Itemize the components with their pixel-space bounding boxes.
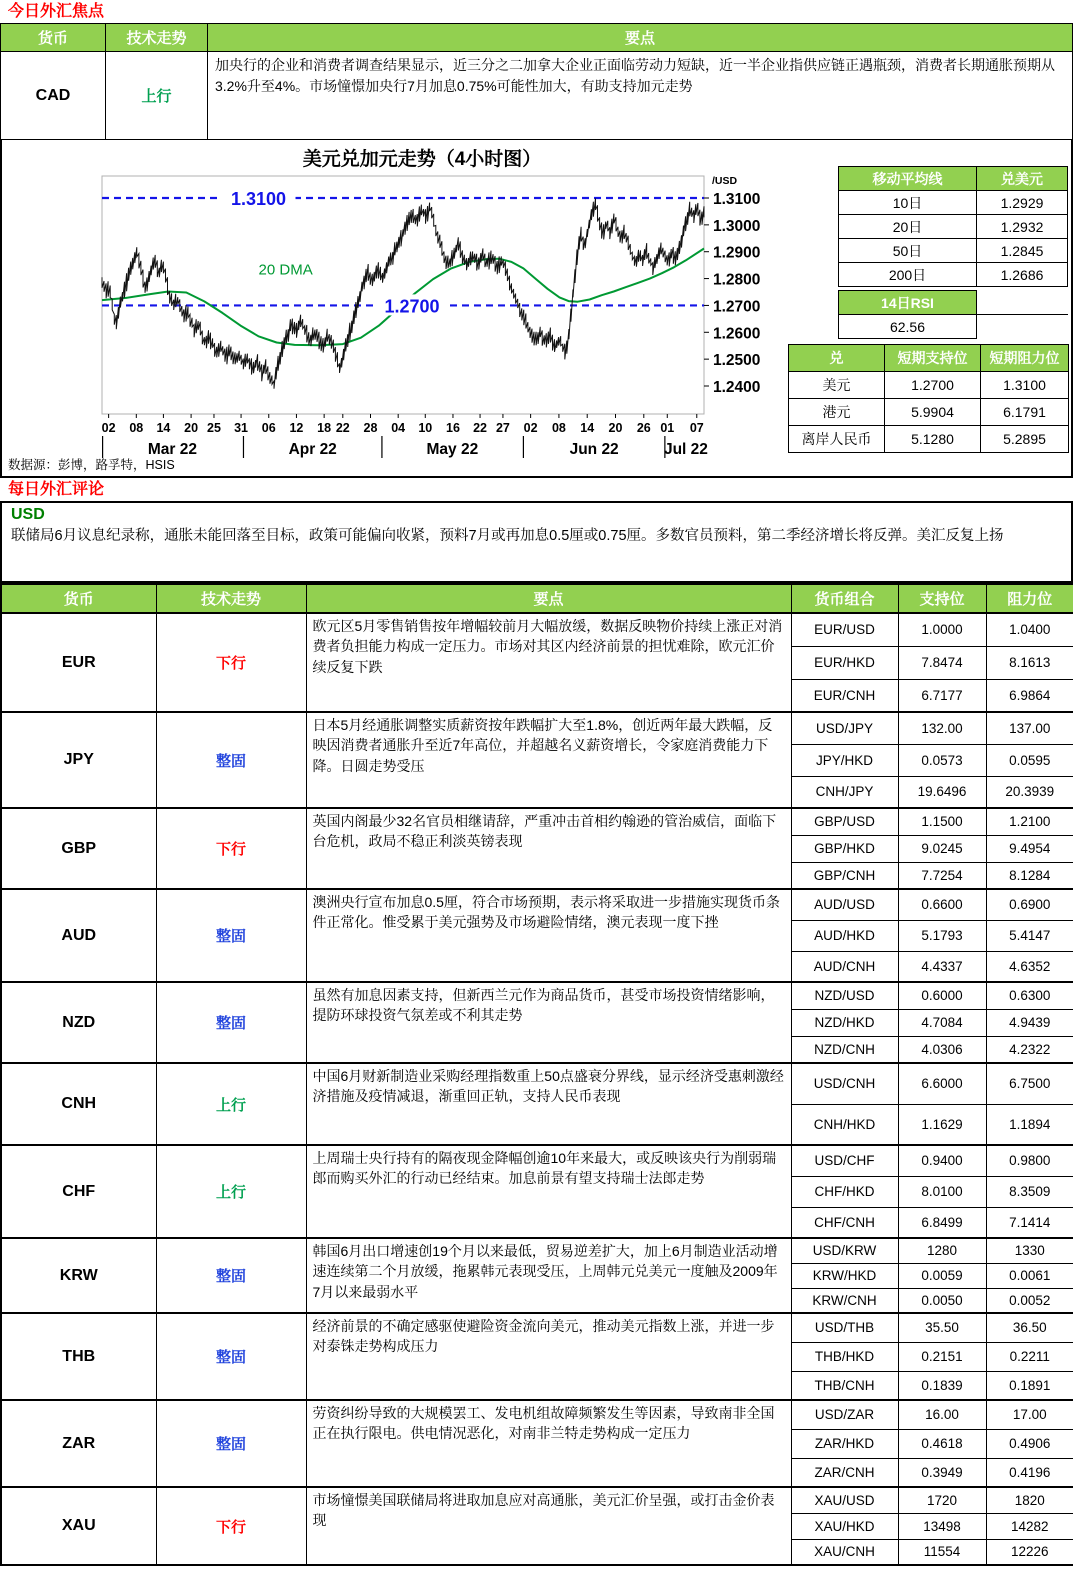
usdcad-price-chart xyxy=(92,162,792,462)
pair-resistance: 8.3509 xyxy=(986,1176,1073,1207)
pair-support: 1.1629 xyxy=(898,1104,986,1145)
focus-currency-code: CAD xyxy=(1,52,106,140)
rsi-header-row xyxy=(839,291,1069,315)
sr-name: 港元 xyxy=(789,399,885,426)
currency-group-AUD xyxy=(1,889,1073,982)
currency-comment: 英国内阁最少32名官员相继请辞，严重冲击首相约翰逊的管治威信，面临下台危机，政局不稳正利淡英镑表现 xyxy=(306,808,791,889)
sr-support: 5.1280 xyxy=(885,426,981,453)
pair-resistance: 0.0061 xyxy=(986,1263,1073,1288)
usd-comment-box xyxy=(0,501,1073,583)
x-tick-label: 28 xyxy=(363,421,378,435)
pair-resistance: 4.6352 xyxy=(986,951,1073,982)
currency-group-NZD xyxy=(1,982,1073,1063)
currency-group-KRW xyxy=(1,1238,1073,1313)
pair-support: 4.0306 xyxy=(898,1036,986,1063)
ma-header-value: 兑美元 xyxy=(977,167,1068,191)
pair-resistance: 5.4147 xyxy=(986,920,1073,951)
pair-support: 8.0100 xyxy=(898,1176,986,1207)
pair-name: USD/KRW xyxy=(791,1238,898,1263)
pair-support: 132.00 xyxy=(898,712,986,744)
usdcad-chart-section xyxy=(0,140,1073,478)
pair-resistance: 0.9800 xyxy=(986,1145,1073,1176)
focus-comment: 加央行的企业和消费者调查结果显示，近三分之二加拿大企业正面临劳动力短缺，近一半企业指供应链正遇瓶颈，消费者长期通胀预期从3.2%升至4%。市场憧憬加央行7月加息0.75%可能性加大，有助支持加元走势 xyxy=(208,52,1073,140)
pair-resistance: 12226 xyxy=(986,1539,1073,1565)
focus-header-row xyxy=(1,24,1073,52)
ma-label: 10日 xyxy=(839,191,977,215)
currency-comment: 日本5月经通胀调整实质薪资按年跌幅扩大至1.8%，创近两年最大跌幅，反映因消费者通胀升至近7年高位，并超越名义薪资增长，令家庭消费能力下降。日圆走势受压 xyxy=(306,712,791,808)
pair-support: 0.9400 xyxy=(898,1145,986,1176)
pair-row xyxy=(1,1487,1073,1513)
pair-name: ZAR/HKD xyxy=(791,1429,898,1458)
pair-resistance: 20.3939 xyxy=(986,776,1073,808)
pair-row xyxy=(1,613,1073,646)
rsi-table xyxy=(838,290,1068,339)
y-tick-label: 1.2600 xyxy=(713,325,761,343)
month-label: Apr 22 xyxy=(288,441,337,458)
pair-support: 0.6000 xyxy=(898,982,986,1009)
currency-group-JPY xyxy=(1,712,1073,808)
x-tick-label: 22 xyxy=(335,421,350,435)
pair-resistance: 0.2211 xyxy=(986,1342,1073,1371)
trend-value: 整固 xyxy=(156,889,306,982)
pair-support: 1.0000 xyxy=(898,613,986,646)
pair-name: USD/THB xyxy=(791,1313,898,1342)
pair-name: CHF/CNH xyxy=(791,1207,898,1238)
x-tick-label: 25 xyxy=(207,421,221,435)
x-tick-label: 22 xyxy=(473,421,488,435)
ma-row xyxy=(839,263,1068,287)
dma-label: 20 DMA xyxy=(258,261,313,279)
pair-row xyxy=(1,808,1073,835)
daily-header-row xyxy=(1,584,1073,613)
trend-value: 整固 xyxy=(156,1400,306,1487)
pair-resistance: 8.1284 xyxy=(986,862,1073,889)
pair-support: 6.8499 xyxy=(898,1207,986,1238)
trend-value: 下行 xyxy=(156,1487,306,1565)
rsi-value: 62.56 xyxy=(839,315,977,339)
pair-name: XAU/HKD xyxy=(791,1513,898,1539)
ma-row xyxy=(839,191,1068,215)
ma-label: 200日 xyxy=(839,263,977,287)
pair-resistance: 1.2100 xyxy=(986,808,1073,835)
pair-name: GBP/USD xyxy=(791,808,898,835)
pair-name: EUR/USD xyxy=(791,613,898,646)
pair-row xyxy=(1,889,1073,920)
sr-name: 离岸人民币 xyxy=(789,426,885,453)
currency-code: ZAR xyxy=(1,1400,156,1487)
x-tick-label: 02 xyxy=(523,421,538,435)
support-resistance-table xyxy=(788,344,1069,453)
x-tick-label: 06 xyxy=(261,421,276,435)
pair-name: AUD/HKD xyxy=(791,920,898,951)
ma-row xyxy=(839,215,1068,239)
pair-support: 6.6000 xyxy=(898,1063,986,1104)
currency-comment: 虽然有加息因素支持，但新西兰元作为商品货币，甚受市场投资情绪影响，提防环球投资气氛差或不利其走势 xyxy=(306,982,791,1063)
pair-resistance: 1.0400 xyxy=(986,613,1073,646)
pair-resistance: 0.4906 xyxy=(986,1429,1073,1458)
x-tick-label: 07 xyxy=(689,421,704,435)
pair-name: USD/JPY xyxy=(791,712,898,744)
rsi-header: 14日RSI xyxy=(839,291,977,315)
x-tick-label: 18 xyxy=(317,421,332,435)
pair-name: XAU/USD xyxy=(791,1487,898,1513)
focus-row-cad xyxy=(1,52,1073,140)
ma-label: 50日 xyxy=(839,239,977,263)
pair-resistance: 6.7500 xyxy=(986,1063,1073,1104)
usd-comment-text: 联储局6月议息纪录称，通胀未能回落至目标，政策可能偏向收紧，预料7月或再加息0.5厘或0.75厘。多数官员预料，第二季经济增长将反弹。美汇反复上扬 xyxy=(11,528,1004,544)
currency-comment: 劳资纠纷导致的大规模罢工、发电机组故障频繁发生等因素，导致南非全国正在执行限电。供电情况恶化，对南非兰特走势构成一定压力 xyxy=(306,1400,791,1487)
pair-support: 0.2151 xyxy=(898,1342,986,1371)
currency-group-EUR xyxy=(1,613,1073,712)
focus-header-keypoints: 要点 xyxy=(208,24,1073,52)
sr-name: 美元 xyxy=(789,372,885,399)
currency-code: EUR xyxy=(1,613,156,712)
pair-name: USD/ZAR xyxy=(791,1400,898,1429)
sr-support: 5.9904 xyxy=(885,399,981,426)
pair-row xyxy=(1,712,1073,744)
month-label: May 22 xyxy=(426,441,479,458)
currency-comment: 欧元区5月零售销售按年增幅较前月大幅放缓，数据反映物价持续上涨正对消费者负担能力构成一定压力。市场对其区内经济前景的担忧难除，欧元汇价续反复下跌 xyxy=(306,613,791,712)
pair-name: NZD/USD xyxy=(791,982,898,1009)
x-tick-label: 08 xyxy=(129,421,144,435)
sr-header-support: 短期支持位 xyxy=(885,345,981,372)
pair-support: 0.3949 xyxy=(898,1458,986,1487)
trend-value: 下行 xyxy=(156,808,306,889)
x-tick-label: 08 xyxy=(551,421,566,435)
data-source-note: 数据源：彭博，路孚特，HSIS xyxy=(8,458,175,472)
pair-support: 9.0245 xyxy=(898,835,986,862)
pair-name: EUR/HKD xyxy=(791,646,898,679)
trend-value: 整固 xyxy=(156,982,306,1063)
trend-value: 整固 xyxy=(156,1238,306,1313)
sr-row xyxy=(789,372,1069,399)
pair-resistance: 0.0595 xyxy=(986,744,1073,776)
pair-name: AUD/USD xyxy=(791,889,898,920)
currency-code: XAU xyxy=(1,1487,156,1565)
pair-name: AUD/CNH xyxy=(791,951,898,982)
pair-name: CNH/HKD xyxy=(791,1104,898,1145)
x-tick-label: 31 xyxy=(234,421,249,435)
pair-name: XAU/CNH xyxy=(791,1539,898,1565)
pair-resistance: 1820 xyxy=(986,1487,1073,1513)
ma-value: 1.2932 xyxy=(977,215,1068,239)
sr-resistance: 5.2895 xyxy=(981,426,1069,453)
pair-resistance: 0.1891 xyxy=(986,1371,1073,1400)
pair-name: ZAR/CNH xyxy=(791,1458,898,1487)
x-tick-label: 20 xyxy=(184,421,199,435)
pair-resistance: 1330 xyxy=(986,1238,1073,1263)
pair-support: 0.1839 xyxy=(898,1371,986,1400)
pair-support: 1280 xyxy=(898,1238,986,1263)
trend-value: 上行 xyxy=(156,1145,306,1238)
sr-resistance: 1.3100 xyxy=(981,372,1069,399)
x-tick-label: 16 xyxy=(446,421,460,435)
pair-row xyxy=(1,1063,1073,1104)
sr-resistance: 6.1791 xyxy=(981,399,1069,426)
pair-name: USD/CHF xyxy=(791,1145,898,1176)
x-tick-label: 01 xyxy=(660,421,675,435)
trend-value: 上行 xyxy=(156,1063,306,1145)
focus-header-currency: 货币 xyxy=(1,24,106,52)
currency-comment: 经济前景的不确定感驱使避险资金流向美元，推动美元指数上涨，并进一步对泰铢走势构成压力 xyxy=(306,1313,791,1400)
pair-support: 0.6600 xyxy=(898,889,986,920)
currency-comment: 澳洲央行宣布加息0.5厘，符合市场预期，表示将采取进一步措施实现货币条件正常化。惟受累于美元强势及市场避险情绪，澳元表现一度下挫 xyxy=(306,889,791,982)
usd-label: USD xyxy=(11,506,45,523)
y-tick-label: 1.2500 xyxy=(713,352,761,370)
pair-name: NZD/HKD xyxy=(791,1009,898,1036)
pair-support: 0.0573 xyxy=(898,744,986,776)
currency-group-ZAR xyxy=(1,1400,1073,1487)
sr-header-vs: 兑 xyxy=(789,345,885,372)
currency-code: JPY xyxy=(1,712,156,808)
rsi-value-row xyxy=(839,315,1069,339)
currency-code: CHF xyxy=(1,1145,156,1238)
x-tick-label: 27 xyxy=(495,421,510,435)
daily-fx-table xyxy=(0,583,1073,1566)
pair-support: 0.0059 xyxy=(898,1263,986,1288)
pair-name: CNH/JPY xyxy=(791,776,898,808)
ma-row xyxy=(839,239,1068,263)
currency-group-THB xyxy=(1,1313,1073,1400)
trend-value: 整固 xyxy=(156,1313,306,1400)
pair-resistance: 14282 xyxy=(986,1513,1073,1539)
currency-code: NZD xyxy=(1,982,156,1063)
currency-code: THB xyxy=(1,1313,156,1400)
pair-name: CHF/HKD xyxy=(791,1176,898,1207)
x-tick-label: 10 xyxy=(418,421,433,435)
level-label: 1.3100 xyxy=(230,189,287,209)
pair-name: GBP/HKD xyxy=(791,835,898,862)
x-tick-label: 04 xyxy=(391,421,406,435)
pair-resistance: 6.9864 xyxy=(986,679,1073,712)
section2-title: 每日外汇评论 xyxy=(8,481,105,498)
currency-comment: 上周瑞士央行持有的隔夜现金降幅创逾10年来最大，或反映该央行为削弱瑞郎而购买外汇的行动已经结束。加息前景有望支持瑞士法郎走势 xyxy=(306,1145,791,1238)
currency-comment: 中国6月财新制造业采购经理指数重上50点盛衰分界线，显示经济受惠刺激经济措施及疫情减退，渐重回正轨，支持人民币表现 xyxy=(306,1063,791,1145)
focus-table xyxy=(0,23,1073,140)
moving-average-table xyxy=(838,166,1068,287)
currency-group-XAU xyxy=(1,1487,1073,1565)
pair-name: USD/CNH xyxy=(791,1063,898,1104)
pair-resistance: 1.1894 xyxy=(986,1104,1073,1145)
pair-support: 1720 xyxy=(898,1487,986,1513)
pair-resistance: 17.00 xyxy=(986,1400,1073,1429)
ma-header-label: 移动平均线 xyxy=(839,167,977,191)
pair-support: 4.7084 xyxy=(898,1009,986,1036)
pair-support: 0.4618 xyxy=(898,1429,986,1458)
sr-header-resistance: 短期阻力位 xyxy=(981,345,1069,372)
sr-row xyxy=(789,426,1069,453)
pair-row xyxy=(1,982,1073,1009)
daily-header-keypoints: 要点 xyxy=(306,584,791,613)
pair-support: 5.1793 xyxy=(898,920,986,951)
currency-code: KRW xyxy=(1,1238,156,1313)
pair-support: 16.00 xyxy=(898,1400,986,1429)
pair-row xyxy=(1,1400,1073,1429)
focus-header-trend: 技术走势 xyxy=(106,24,208,52)
sr-row xyxy=(789,399,1069,426)
y-tick-label: 1.3100 xyxy=(713,191,761,208)
currency-group-GBP xyxy=(1,808,1073,889)
pair-name: NZD/CNH xyxy=(791,1036,898,1063)
y-tick-label: 1.2800 xyxy=(713,271,761,289)
rsi-value-spacer xyxy=(977,315,1069,339)
pair-support: 19.6496 xyxy=(898,776,986,808)
ma-header-row xyxy=(839,167,1068,191)
daily-header-pair: 货币组合 xyxy=(791,584,898,613)
currency-code: GBP xyxy=(1,808,156,889)
x-tick-label: 02 xyxy=(101,421,116,435)
chart-title: 美元兑加元走势（4小时图） xyxy=(302,149,542,170)
daily-header-support: 支持位 xyxy=(898,584,986,613)
pair-support: 35.50 xyxy=(898,1313,986,1342)
sr-header-row xyxy=(789,345,1069,372)
pair-name: KRW/CNH xyxy=(791,1288,898,1313)
currency-group-CNH xyxy=(1,1063,1073,1145)
pair-support: 11554 xyxy=(898,1539,986,1565)
y-tick-label: 1.2700 xyxy=(713,298,761,316)
pair-support: 1.1500 xyxy=(898,808,986,835)
pair-resistance: 4.9439 xyxy=(986,1009,1073,1036)
currency-code: CNH xyxy=(1,1063,156,1145)
ma-value: 1.2929 xyxy=(977,191,1068,215)
ma-label: 20日 xyxy=(839,215,977,239)
x-tick-label: 14 xyxy=(156,421,171,435)
pair-resistance: 36.50 xyxy=(986,1313,1073,1342)
currency-group-CHF xyxy=(1,1145,1073,1238)
month-label: Jul 22 xyxy=(663,441,708,458)
pair-resistance: 0.6900 xyxy=(986,889,1073,920)
currency-code: AUD xyxy=(1,889,156,982)
daily-header-currency: 货币 xyxy=(1,584,156,613)
ma-value: 1.2845 xyxy=(977,239,1068,263)
x-tick-label: 12 xyxy=(289,421,304,435)
x-tick-label: 14 xyxy=(580,421,595,435)
pair-name: KRW/HKD xyxy=(791,1263,898,1288)
pair-name: JPY/HKD xyxy=(791,744,898,776)
pair-name: EUR/CNH xyxy=(791,679,898,712)
currency-comment: 韩国6月出口增速创19个月以来最低，贸易逆差扩大，加上6月制造业活动增速连续第二个月放缓，拖累韩元表现受压，上周韩元兑美元一度触及2009年7月以来最弱水平 xyxy=(306,1238,791,1313)
pair-support: 13498 xyxy=(898,1513,986,1539)
pair-name: THB/CNH xyxy=(791,1371,898,1400)
y-tick-label: 1.2900 xyxy=(713,244,761,262)
section1-title: 今日外汇焦点 xyxy=(8,3,105,20)
pair-resistance: 0.4196 xyxy=(986,1458,1073,1487)
month-label: Jun 22 xyxy=(569,441,619,458)
y-tick-label: 1.3000 xyxy=(713,217,761,235)
pair-resistance: 8.1613 xyxy=(986,646,1073,679)
daily-header-trend: 技术走势 xyxy=(156,584,306,613)
pair-row xyxy=(1,1238,1073,1263)
y-tick-label: 1.2400 xyxy=(713,379,761,396)
sr-support: 1.2700 xyxy=(885,372,981,399)
x-tick-label: 20 xyxy=(608,421,623,435)
level-label: 1.2700 xyxy=(384,296,440,317)
rsi-header-spacer xyxy=(977,291,1069,315)
pair-resistance: 0.6300 xyxy=(986,982,1073,1009)
pair-name: GBP/CNH xyxy=(791,862,898,889)
trend-value: 整固 xyxy=(156,712,306,808)
pair-resistance: 7.1414 xyxy=(986,1207,1073,1238)
pair-support: 4.4337 xyxy=(898,951,986,982)
pair-resistance: 9.4954 xyxy=(986,835,1073,862)
x-tick-label: 26 xyxy=(636,421,651,435)
pair-resistance: 4.2322 xyxy=(986,1036,1073,1063)
pair-row xyxy=(1,1145,1073,1176)
ma-value: 1.2686 xyxy=(977,263,1068,287)
pair-resistance: 137.00 xyxy=(986,712,1073,744)
currency-comment: 市场憧憬美国联储局将进取加息应对高通胀，美元汇价呈强，或打击金价表现 xyxy=(306,1487,791,1565)
pair-resistance: 0.0052 xyxy=(986,1288,1073,1313)
pair-support: 0.0050 xyxy=(898,1288,986,1313)
daily-header-resistance: 阻力位 xyxy=(986,584,1073,613)
focus-trend-value: 上行 xyxy=(106,52,208,140)
month-label: Mar 22 xyxy=(147,441,197,458)
pair-support: 6.7177 xyxy=(898,679,986,712)
trend-value: 下行 xyxy=(156,613,306,712)
pair-row xyxy=(1,1313,1073,1342)
pair-name: THB/HKD xyxy=(791,1342,898,1371)
axis-unit-label: /USD xyxy=(712,175,738,187)
pair-support: 7.8474 xyxy=(898,646,986,679)
pair-support: 7.7254 xyxy=(898,862,986,889)
